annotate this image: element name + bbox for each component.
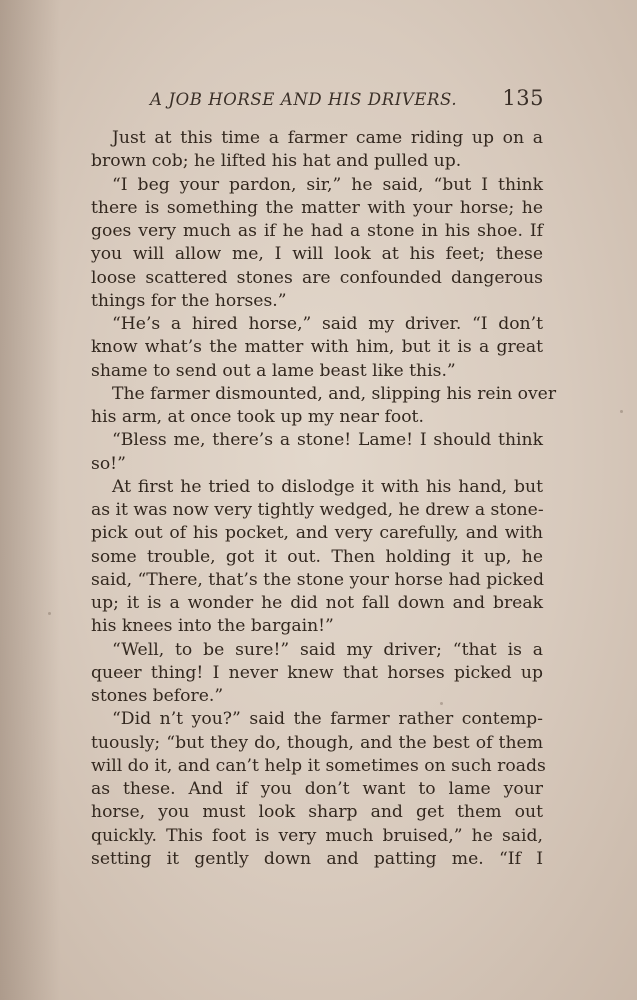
paper-speck bbox=[48, 612, 51, 615]
text-line: shame to send out a lame beast like this.” bbox=[91, 360, 456, 381]
text-line: stones before.” bbox=[91, 686, 224, 706]
text-line: said, “There, that’s the stone your horse had picked bbox=[91, 569, 544, 590]
text-line: will do it, and can’t help it sometimes on such roads bbox=[91, 755, 546, 776]
text-line: horse, you must look sharp and get them out bbox=[91, 802, 543, 823]
text-line: “Well, to be sure!” said my driver; “that is a bbox=[112, 639, 543, 660]
paper-speck bbox=[620, 410, 623, 413]
paper-speck bbox=[440, 702, 443, 705]
text-line: his knees into the bargain!” bbox=[91, 616, 334, 637]
text-line: tuously; “but they do, though, and the best of them bbox=[91, 732, 543, 753]
running-title: A JOB HORSE AND HIS DRIVERS. bbox=[150, 90, 458, 109]
text-line: up; it is a wonder he did not fall down and break bbox=[91, 593, 543, 613]
text-line: know what’s the matter with him, but it is a great bbox=[91, 337, 543, 358]
body-text bbox=[91, 127, 557, 871]
text-line: goes very much as if he had a stone in his shoe. If bbox=[91, 221, 543, 241]
text-line: you will allow me, I will look at his feet; these bbox=[91, 244, 543, 265]
text-line: setting it gently down and patting me. “If I bbox=[91, 848, 543, 869]
text-line: things for the horses.” bbox=[91, 290, 287, 311]
text-line: his arm, at once took up my near foot. bbox=[91, 407, 424, 427]
text-line: pick out of his pocket, and very carefully, and with bbox=[91, 523, 543, 544]
text-line: there is something the matter with your horse; he bbox=[91, 197, 543, 218]
text-line: The farmer dismounted, and, slipping his rein over bbox=[112, 383, 557, 404]
text-line: “Bless me, there’s a stone! Lame! I should think bbox=[112, 430, 543, 451]
text-line: Just at this time a farmer came riding up on a bbox=[112, 128, 543, 148]
text-line: queer thing! I never knew that horses picked up bbox=[91, 662, 543, 683]
text-line: brown cob; he lifted his hat and pulled up. bbox=[91, 151, 462, 172]
text-line: as these. And if you don’t want to lame your bbox=[91, 779, 543, 799]
text-line: “Did n’t you?” said the farmer rather contemp- bbox=[112, 709, 543, 730]
text-line: as it was now very tightly wedged, he drew a stone- bbox=[91, 500, 544, 520]
text-line: At first he tried to dislodge it with his hand, but bbox=[112, 476, 543, 497]
page-number: 135 bbox=[502, 86, 544, 110]
text-line: “He’s a hired horse,” said my driver. “I don’t bbox=[112, 314, 543, 334]
text-line: some trouble, got it out. Then holding it up, he bbox=[91, 546, 543, 567]
text-line: quickly. This foot is very much bruised,” he said, bbox=[91, 825, 543, 846]
text-line: so!” bbox=[91, 453, 126, 474]
page-header bbox=[92, 86, 544, 114]
text-line: “I beg your pardon, sir,” he said, “but I think bbox=[112, 174, 543, 195]
text-line: loose scattered stones are confounded dangerous bbox=[91, 267, 543, 288]
